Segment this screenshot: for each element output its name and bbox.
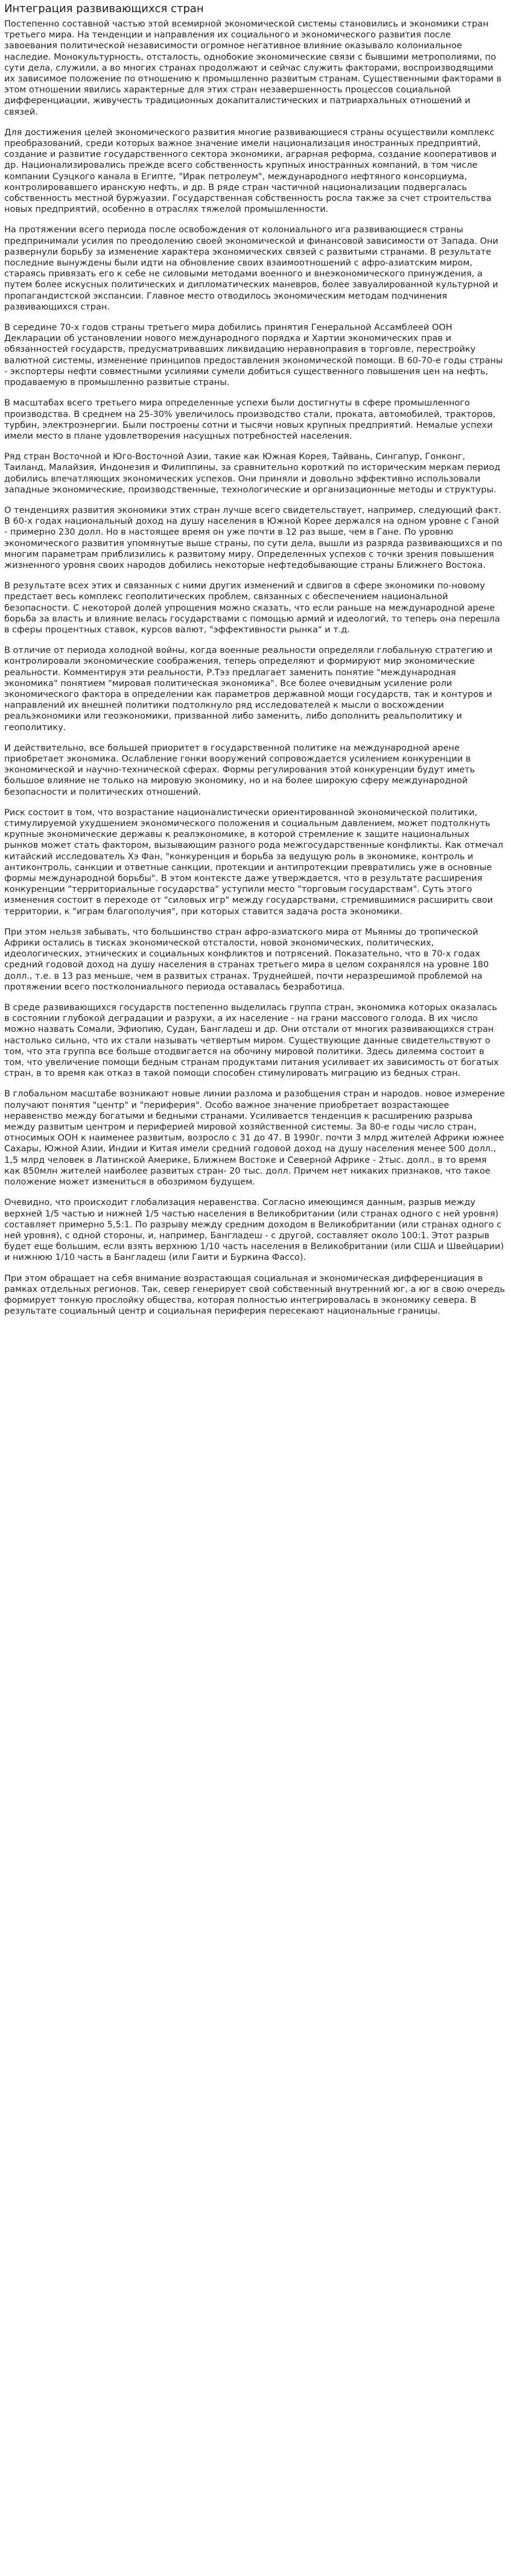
- paragraph: При этом обращает на себя внимание возрастающая социальная и экономическая дифференциация в рамках отдельных регионов. Так, север генерирует свой собственный внутренний юг, а юг в свою очередь формирует тонкую прослойку общества, которая полностью интегрировалась в экономику севера. В результате социальный центр и социальная периферия пересекают национальные границы.: [4, 1273, 505, 1317]
- paragraph: В среде развивающихся государств постепенно выделилась группа стран, экономика которых оказалась в состоянии глубокой деградации и разрухи, а их население - на грани массового голода. В их число можно назвать Сомали, Эфиопию, Судан, Бангладеш и др. Они отстали от многих развивающихся стран настолько сильно, что их стали называть четвертым миром. Существующие данные свидетельствуют о том, что эта группа все больше отодвигается на обочину мировой политики. Здесь дилемма состоит в том, что увеличение помощи бедным странам продуктами питания усиливает их зависимость от богатых стран, в то время как отказ в такой помощи способен стимулировать миграцию из бедных стран.: [4, 1003, 499, 1079]
- paragraph: При этом нельзя забывать, что большинство стран афро-азиатского мира от Мьянмы до тропической Африки остались в тисках экономической отсталости, новой экономических, политических, идеологических, этнических и социальных конфликтов и потрясений. Показательно, что в 70-х годах средний годовой доход на душу населения в странах третьего мира в целом сохранялся на уровне 180 долл., т.е. в 13 раз меньше, чем в развитых странах. Труднейшей, почти неразрешимой проблемой на протяжении всего постколониального периода оставалась безработица.: [4, 927, 489, 992]
- paragraph: В глобальном масштабе возникают новые линии разлома и разобщения стран и народов. новое измерение получают понятия "центр" и "периферия". Особо важное значение приобретает возрастающее неравенство между богатыми и бедными странами. Усиливается тенденция к расширению разрыва между развитым центром и периферией мировой хозяйственной системы. За 80-е годы число стран, относимых ООН к наименее развитым, возросло с 31 до 47. В 1990г. почти 3 млрд жителей Африки южнее Сахары, Южной Азии, Индии и Китая имели средний годовой доход на душу населения менее 500 долл., 1,5 млрд человек в Латинской Америке, Ближнем Востоке и Северной Африке - 2тыс. долл., в то время как 850млн жителей наиболее развитых стран- 20 тыс. долл. Причем нет никаких признаков, что такое положение может измениться в обозримом будущем.: [4, 1089, 505, 1188]
- paragraph: В отличие от периода холодной войны, когда военные реальности определяли глобальную стратегию и контролировали экономические соображения, теперь определяют и формируют мир экономические реальности. Комментируя эти реальности, Р.Тэз предлагает заменить понятие "международная экономика" понятием "мировая политическая экономика". Все более очевидным усиление роли экономического фактора в определении как параметров державной мощи государств, так и контуров и направлений их внешней политики подтолкнуло ряд исследователей к мысли о восхождении реальэкономики или геоэкономики, призванной либо заменить, либо дополнить реальполитику и геополитику.: [4, 646, 493, 733]
- paragraph: Очевидно, что происходит глобализация неравенства. Согласно имеющимся данным, разрыв между верхней 1/5 частью и нижней 1/5 частью населения в Великобритании (или странах одного с ней уровня) составляет примерно 5,5:1. По разрыву между средним доходом в Великобритании (или странах одного с ней уровня), с одной стороны, и, например, Бангладеш - с другой, составляет около 100:1. Этот разрыв будет еще большим, если взять верхнюю 1/10 часть населения в Великобритании (или США и Швейцарии) и нижнюю 1/10 часть в Бангладеш (или Гаити и Буркина Фассо).: [4, 1198, 504, 1263]
- article: [0, 2, 511, 1334]
- paragraph: О тенденциях развития экономики этих стран лучше всего свидетельствует, например, следующий факт. В 60-х годах национальный доход на душу населения в Южной Корее держался на одном уровне с Ганой - примерно 230 долл. Но в настоящее время он уже почти в 12 раз выше, чем в Гане. По уровню экономического развития упомянутые выше страны, по сути дела, вышли из разряда развивающихся и по многим параметрам приблизились к развитому миру. Определенных успехов с точки зрения повышения жизненного уровня своих народов добились некоторые нефтедобывающие страны Ближнего Востока.: [4, 505, 503, 570]
- paragraph: Для достижения целей экономического развития многие развивающиеся страны осуществили комплекс преобразований, среди которых важное значение имели национализация иностранных предприятий, создание и развитие государственного сектора экономики, аграрная реформа, создание кооперативов и др. Национализировались прежде всего собственность крупных иностранных компаний, в том числе компании Суэцкого канала в Египте, "Ирак петролеум", международного нефтяного консорциума, контролировавшего иранскую нефть, и др. В ряде стран частичной национализации подвергалась собственность местной буржуазии. Государственная собственность росла также за счет строительства новых предприятий, особенно в отраслях тяжелой промышленности.: [4, 127, 497, 215]
- paragraph: В масштабах всего третьего мира определенные успехи были достигнуты в сфере промышленного производства. В среднем на 25-30% увеличилось производство стали, проката, автомобилей, тракторов, турбин, электроэнергии. Были построены сотни и тысячи новых крупных предприятий. Немалые успехи имели место в плане удовлетворения насущных потребностей населения.: [4, 398, 496, 441]
- paragraph: Постепенно составной частью этой всемирной экономической системы становились и экономики стран третьего мира. На тенденции и направления их социального и экономического развития после завоевания политической независимости огромное негативное влияние оказывало колониальное наследие. Монокультурность, отсталость, однобокие экономические связи с бывшими метрополиями, по сути дела, служили, а во многих странах продолжают и сейчас служить факторами, воспроизводящими их зависимое положение по отношению к промышленно развитым странам. Существенными факторами в этом отношении явились характерные для этих стран незавершенность процессов социальной дифференциации, живучесть традиционных докапиталистических и патриархальных отношений и связей.: [4, 19, 502, 117]
- paragraph: На протяжении всего периода после освобождения от колониального ига развивающиеся страны предпринимали усилия по преодолению своей экономической и финансовой зависимости от Запада. Они развернули борьбу за изменение характера экономических связей с развитыми странами. В результате последние вынуждены были идти на обновление своих взаимоотношений с афро-азиатским миром, стараясь привязать его к себе не силовыми методами военного и внеэкономического принуждения, а путем более искусных политических и дипломатических маневров, более завуалированной культурной и пропагандистской экспансии. Главное место отводилось экономическим методам подчинения развивающихся стран.: [4, 225, 498, 312]
- paragraph: Риск состоит в том, что возрастание националистически ориентированной экономической политики, стимулируемой ухудшением экономического положения и социальным давлением, может подтолкнуть крупные экономические державы к реалэкономике, в которой стремление к защите национальных рынков может стать фактором, вызывающим разного рода межгосударственные конфликты. Как отмечал китайский исследователь Хэ Фан, "конкуренция и борьба за ведущую роль в экономике, контроль и антиконтроль, санкции и ответные санкции, протекции и антипротекции превратились уже в основные формы международной борьбы". В этом контексте даже утверждается, что в результате расширения конкуренции "территориальные государства" уступили место "торговым государствам". Суть этого изменения состоит в переходе от "силовых игр" между государствами, стремившимися расширить свои территории, к "играм благополучия", при которых ставится задача роста экономики.: [4, 807, 503, 917]
- paragraph: И действительно, все большей приоритет в государственной политике на международной арене приобретает экономика. Ослабление гонки вооружений сопровождается усилением конкуренции в экономической и научно-технической сферах. Формы регулирования этой конкуренции будут иметь большое влияние не только на мировую экономику, но и на более широкую сферу международной безопасности и политических отношений.: [4, 743, 475, 797]
- paragraph: В середине 70-х годов страны третьего мира добились принятия Генеральной Ассамблеей ООН Декларации об установлении нового международного порядка и Хартии экономических прав и обязанностей государств, предусматривавших ликвидацию неравноправия в торговле, перестройку валютной системы, изменение принципов предоставления экономической помощи. В 60-70-е годы страны - экспортеры нефти совместными усилиями сумели добиться существенного повышения цен на нефть, продаваемую в промышленно развитые страны.: [4, 323, 503, 388]
- paragraph: В результате всех этих и связанных с ними других изменений и сдвигов в сфере экономики по-новому предстает весь комплекс геополитических проблем, связанных с обеспечением национальной безопасности. С некоторой долей упрощения можно сказать, что если раньше на международной арене борьба за власть и влияние велась государствами с помощью армий и идеологий, то теперь она перешла в сферы процентных ставок, курсов валют, "эффективности рынка" и т.д.: [4, 581, 500, 635]
- paragraph: Ряд стран Восточной и Юго-Восточной Азии, такие как Южная Корея, Тайвань, Сингапур, Гонконг, Таиланд, Малайзия, Индонезия и Филиппины, за сравнительно короткий по историческим меркам период добились впечатляющих экономических успехов. Они приняли и довольно эффективно использовали западные экономические, производственные, технологические и организационные методы и структуры.: [4, 452, 501, 495]
- page-title: Интеграция развивающихся стран: [4, 2, 204, 15]
